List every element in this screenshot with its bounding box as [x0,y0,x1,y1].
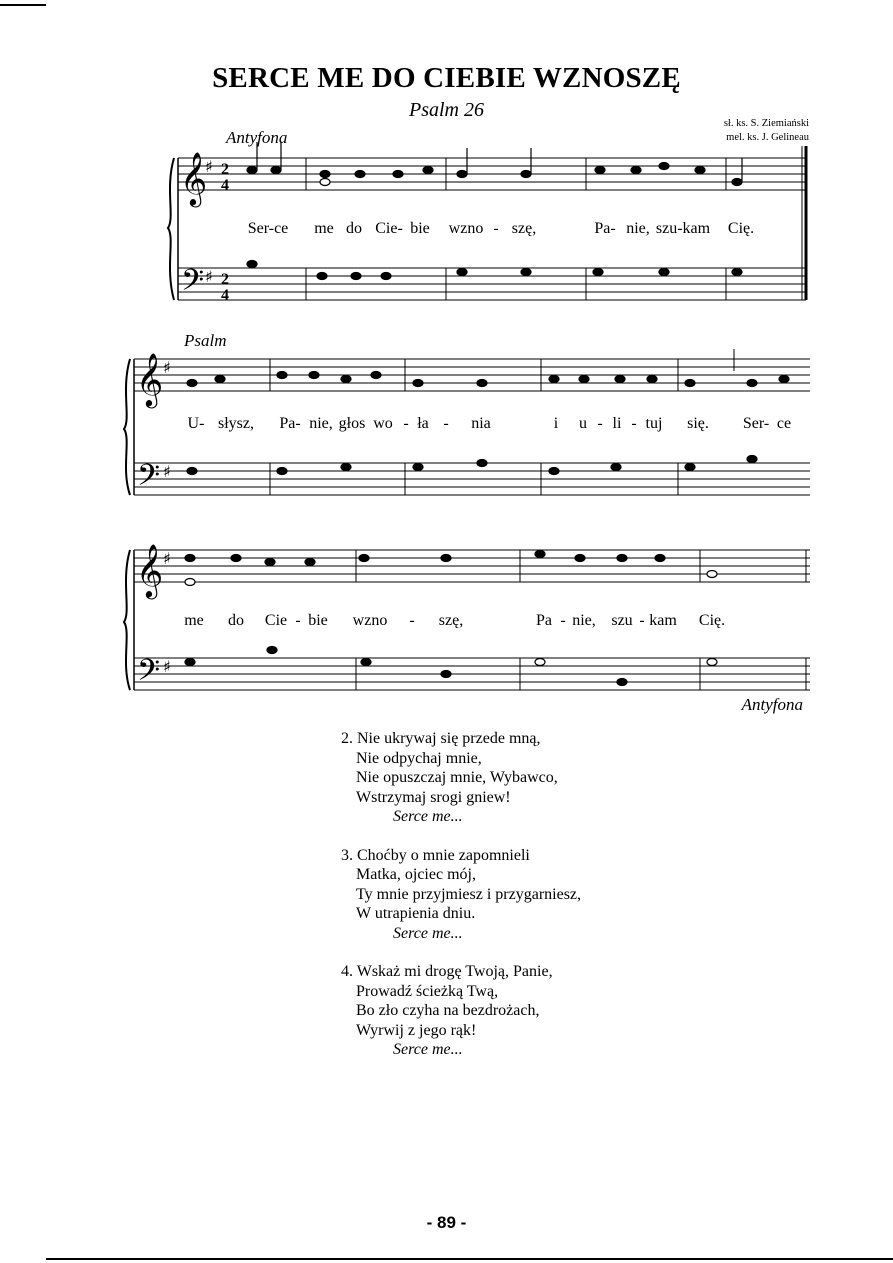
verse-line: Nie opuszczaj mnie, Wybawco, [356,769,558,786]
lyric-syllable: do [228,612,244,629]
lyric-syllable: szę, [438,612,464,629]
time-signature: 2 [221,161,229,178]
verse-3 [341,846,581,944]
lyric-syllable: - [443,415,449,432]
time-signature: 2 [221,271,229,288]
section-label-antyfona-end: Antyfona [741,695,803,714]
lyric-syllable: głos [338,415,366,432]
treble-clef-icon: 𝄞 [180,151,208,205]
lyric-syllable: nie, [572,612,596,629]
treble-clef-icon: 𝄞 [136,352,164,406]
verse-refrain: Serce me... [393,924,463,942]
lyric-syllable: li [612,415,622,432]
lyric-syllable: Pa [536,612,552,629]
verse-line: 3. Choćby o mnie zapomnieli [341,846,530,864]
lyric-syllable: Cie [264,612,288,629]
verse-refrain: Serce me... [393,1041,463,1058]
bottom-rule [46,1258,893,1260]
lyric-syllable: bie [308,612,328,629]
verse-2 [341,729,581,827]
lyric-syllable: wzno [448,220,484,237]
lyric-syllable: Cię. [727,220,755,237]
lyric-syllable: Cie- [375,220,403,237]
verse-line: Ty mnie przyjmiesz i przygarniesz, [356,885,582,903]
lyric-syllable: nie, [309,415,333,432]
bass-clef-icon: 𝄢 [137,654,161,695]
page-title: SERCE ME DO CIEBIE WZNOSZĘ [212,62,681,94]
lyric-syllable: Ser-ce [247,220,289,237]
credit-words: sł. ks. S. Ziemiański [723,118,809,129]
lyric-syllable: nie, [626,220,650,237]
lyric-syllable: nia [471,415,491,432]
lyric-syllable: Ser- [742,415,770,432]
lyric-syllable: - [493,220,499,237]
bass-staff-2 [134,463,810,495]
sharp-icon: ♯ [205,157,213,176]
lyric-syllable: słysz, [218,415,254,432]
lyric-syllable: szu-kam [655,220,711,237]
lyric-syllable: Pa- [279,415,301,432]
lyric-syllable: U- [187,415,205,432]
music-system-2 [0,331,893,501]
lyric-syllable: - [403,415,409,432]
lyric-syllable: - [639,612,645,629]
verse-refrain: Serce me... [393,808,463,825]
verse-line: W utrapienia dniu. [356,905,476,922]
verse-line: Bo zło czyha na bezdrożach, [356,1002,540,1019]
time-signature: 4 [221,287,229,304]
system-brace-3 [124,550,130,690]
page-subtitle: Psalm 26 [409,99,484,121]
lyric-syllable: kam [649,612,677,629]
lyric-syllable: Pa- [594,220,616,237]
lyric-syllable: szu [611,612,633,629]
corner-mark [0,4,46,6]
system-brace-1 [168,158,174,300]
lyric-syllable: - [295,612,301,629]
lyric-syllable: - [409,612,415,629]
treble-staff-2 [134,359,810,391]
treble-clef-icon: 𝄞 [136,543,164,597]
bass-clef-icon: 𝄢 [137,459,161,500]
verse-line: Wyrwij z jego rąk! [356,1021,477,1039]
lyric-syllable: ła [417,415,429,432]
score-system-1 [0,128,893,308]
verse-line: 4. Wskaż mi drogę Twoją, Panie, [341,963,553,980]
verse-line: Prowadź ścieżką Twą, [356,982,499,1000]
page-number: - 89 - [426,1213,467,1232]
lyric-syllable: wzno [352,612,388,629]
lyric-syllable: - [560,612,566,629]
section-label-psalm: Psalm [184,331,227,350]
lyric-syllable: ce [776,415,792,432]
lyric-syllable: - [631,415,637,432]
time-signature: 4 [221,177,229,194]
section-label-antyfona: Antyfona [226,128,288,147]
lyric-syllable: do [346,220,362,237]
verses [341,729,581,1079]
verse-line: 2. Nie ukrywaj się przede mną, [341,730,541,747]
lyric-syllable: i [553,415,559,432]
bass-staff-1 [178,268,806,300]
lyric-syllable: szę, [511,220,537,237]
sharp-icon: ♯ [163,657,171,676]
verse-line: Wstrzymaj srogi gniew! [356,788,511,806]
lyric-syllable: bie [410,220,430,237]
sharp-icon: ♯ [163,358,171,377]
lyric-syllable: się. [687,415,709,432]
verse-line: Nie odpychaj mnie, [356,749,482,767]
verse-4 [341,962,581,1060]
verse-line: Matka, ojciec mój, [356,866,476,883]
music-system-3 [0,530,893,720]
music-system-1 [0,128,893,308]
credit-melody: mel. ks. J. Gelineau [726,132,809,143]
lyric-syllable: wo [373,415,393,432]
lyric-syllable: tuj [645,415,663,432]
bass-clef-icon: 𝄢 [181,264,205,305]
lyric-syllable: me [184,612,204,629]
lyric-syllable: - [597,415,603,432]
treble-staff-1 [178,158,806,190]
sharp-icon: ♯ [163,462,171,481]
notes-1 [247,142,742,280]
sharp-icon: ♯ [163,549,171,568]
system-brace-2 [124,359,130,495]
lyric-syllable: me [314,220,334,237]
sharp-icon: ♯ [205,267,213,286]
lyric-syllable: u [579,415,587,432]
lyric-syllable: Cię. [698,612,726,629]
